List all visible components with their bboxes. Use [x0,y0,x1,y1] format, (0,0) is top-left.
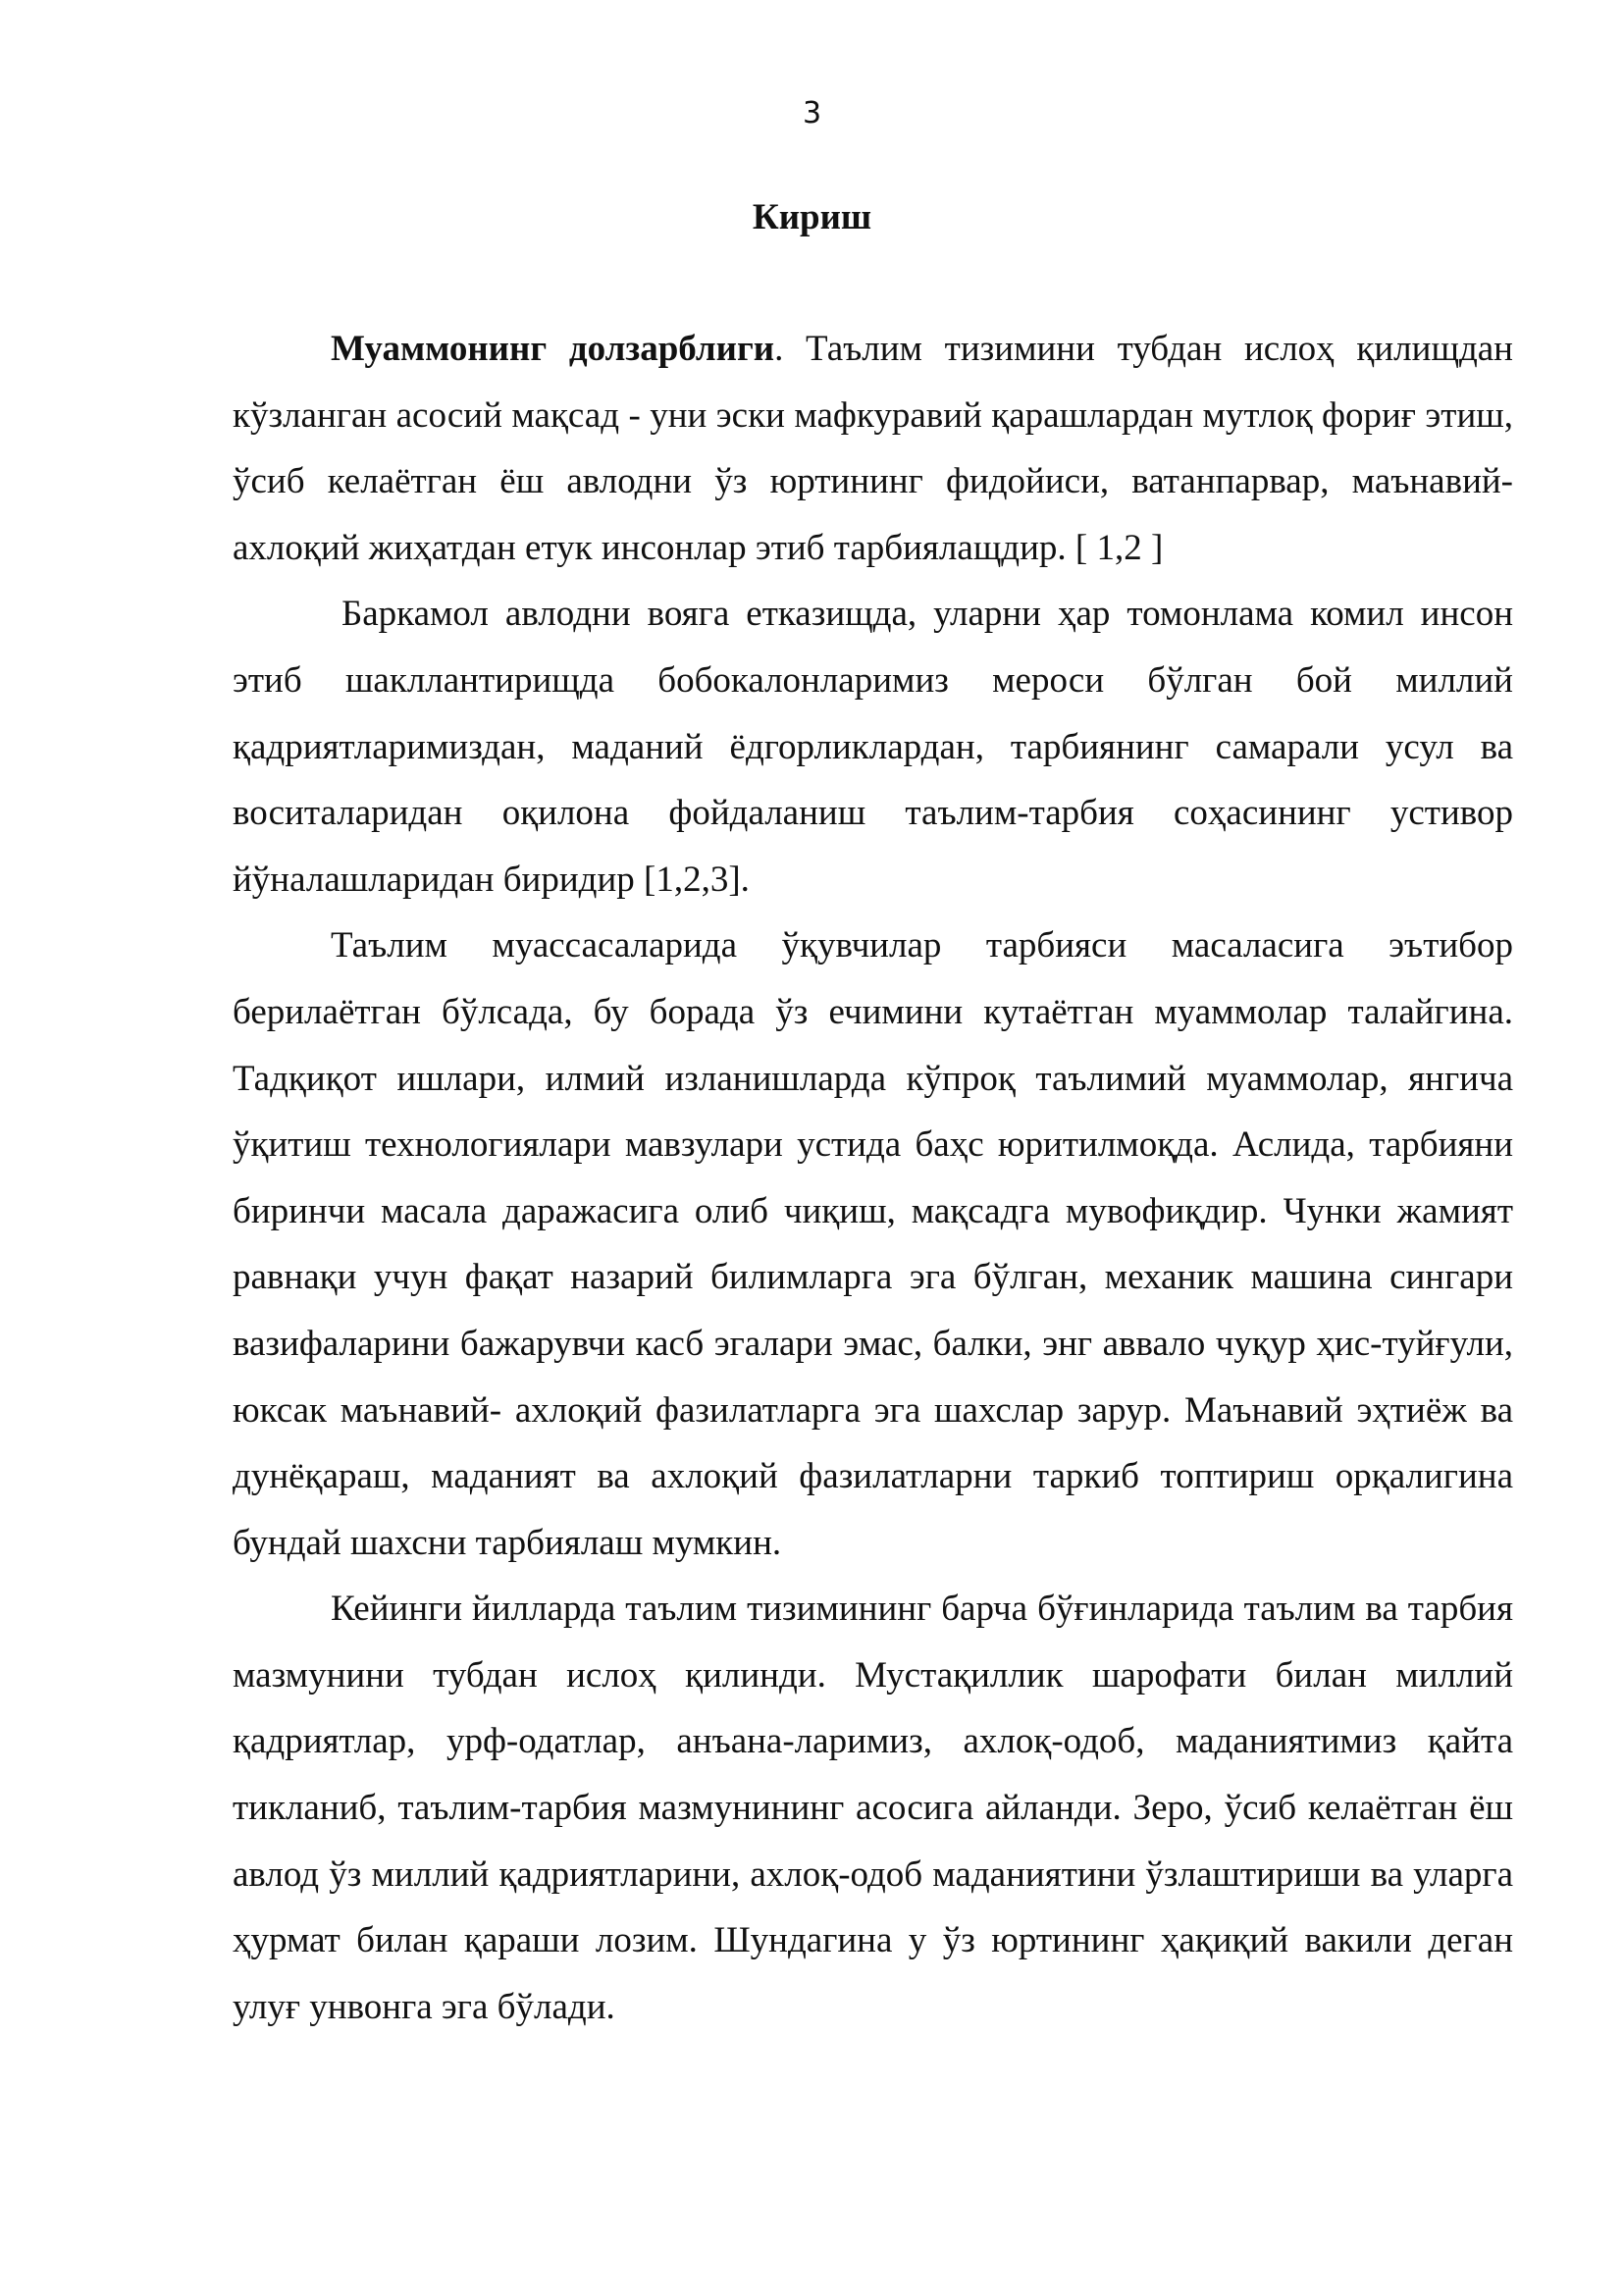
section-title: Кириш [752,197,872,237]
paragraph-text: . Таълим тизимини тубдан ислоҳ қилищдан кўзланган асосий мақсад - уни эски мафкуравий қарашлардан мутлоқ фориғ этиш, ўсиб келаётган ёш авлодни ўз юртининг фидойиси, ватанпарвар, маънавий-ахлоқий жиҳатдан етук инсонлар этиб тарбиялащдир. [ 1,2 ] [233,329,1513,568]
paragraph-education-problems: Таълим муассасаларида ўқувчилар тарбияси масаласига эътибор берилаётган бўлсада, бу борада ўз ечимини кутаётган муаммолар талайгина. Тадқиқот ишлари, илмий изланишларда кўпроқ таълимий муаммолар, янгича ўқитиш технологиялари мавзулари устида баҳс юритилмоқда. Аслида, тарбияни биринчи масала даражасига олиб чиқиш, мақсадга мувофиқдир. Чунки жамият равнақи учун фақат назарий билимларга эга бўлган, механик машина сингари вазифаларини бажарувчи касб эгалари эмас, балки, энг аввало чуқур ҳис-туйғули, юксак маънавий- ахлоқий фазилатларга эга шахслар зарур. Маънавий эҳтиёж ва дунёқараш, маданият ва ахлоқий фазилатларни таркиб топтириш орқалигина бундай шахсни тарбиялаш мумкин. [233,925,1513,1563]
document-body [233,316,1513,2040]
paragraph-upbringing: Баркамол авлодни вояга етказищда, уларни ҳар томонлама комил инсон этиб шакллантирищда бобокалонларимиз мероси бўлган бой миллий қадриятларимиздан, маданий ёдгорликлардан, тарбиянинг самарали усул ва воситаларидан оқилона фойдаланиш таълим-тарбия соҳасининг устивор йўналашларидан биридир [1,2,3]. [233,594,1513,900]
paragraph-relevance [233,316,1513,581]
page-number: 3 [802,96,822,130]
paragraph-reform: Кейинги йилларда таълим тизимининг барча бўғинларида таълим ва тарбия мазмунини тубдан ислоҳ қилинди. Мустақиллик шарофати билан миллий қадриятлар, урф-одатлар, анъана-ларимиз, ахлоқ-одоб, маданиятимиз қайта тикланиб, таълим-тарбия мазмунининг асосига айланди. Зеро, ўсиб келаётган ёш авлод ўз миллий қадриятларини, ахлоқ-одоб маданиятини ўзлаштириши ва уларга ҳурмат билан қараши лозим. Шундагина у ўз юртининг ҳақиқий вакили деган улуғ унвонга эга бўлади. [233,1589,1513,2027]
paragraph-lead: Муаммонинг долзарблиги [331,329,775,369]
